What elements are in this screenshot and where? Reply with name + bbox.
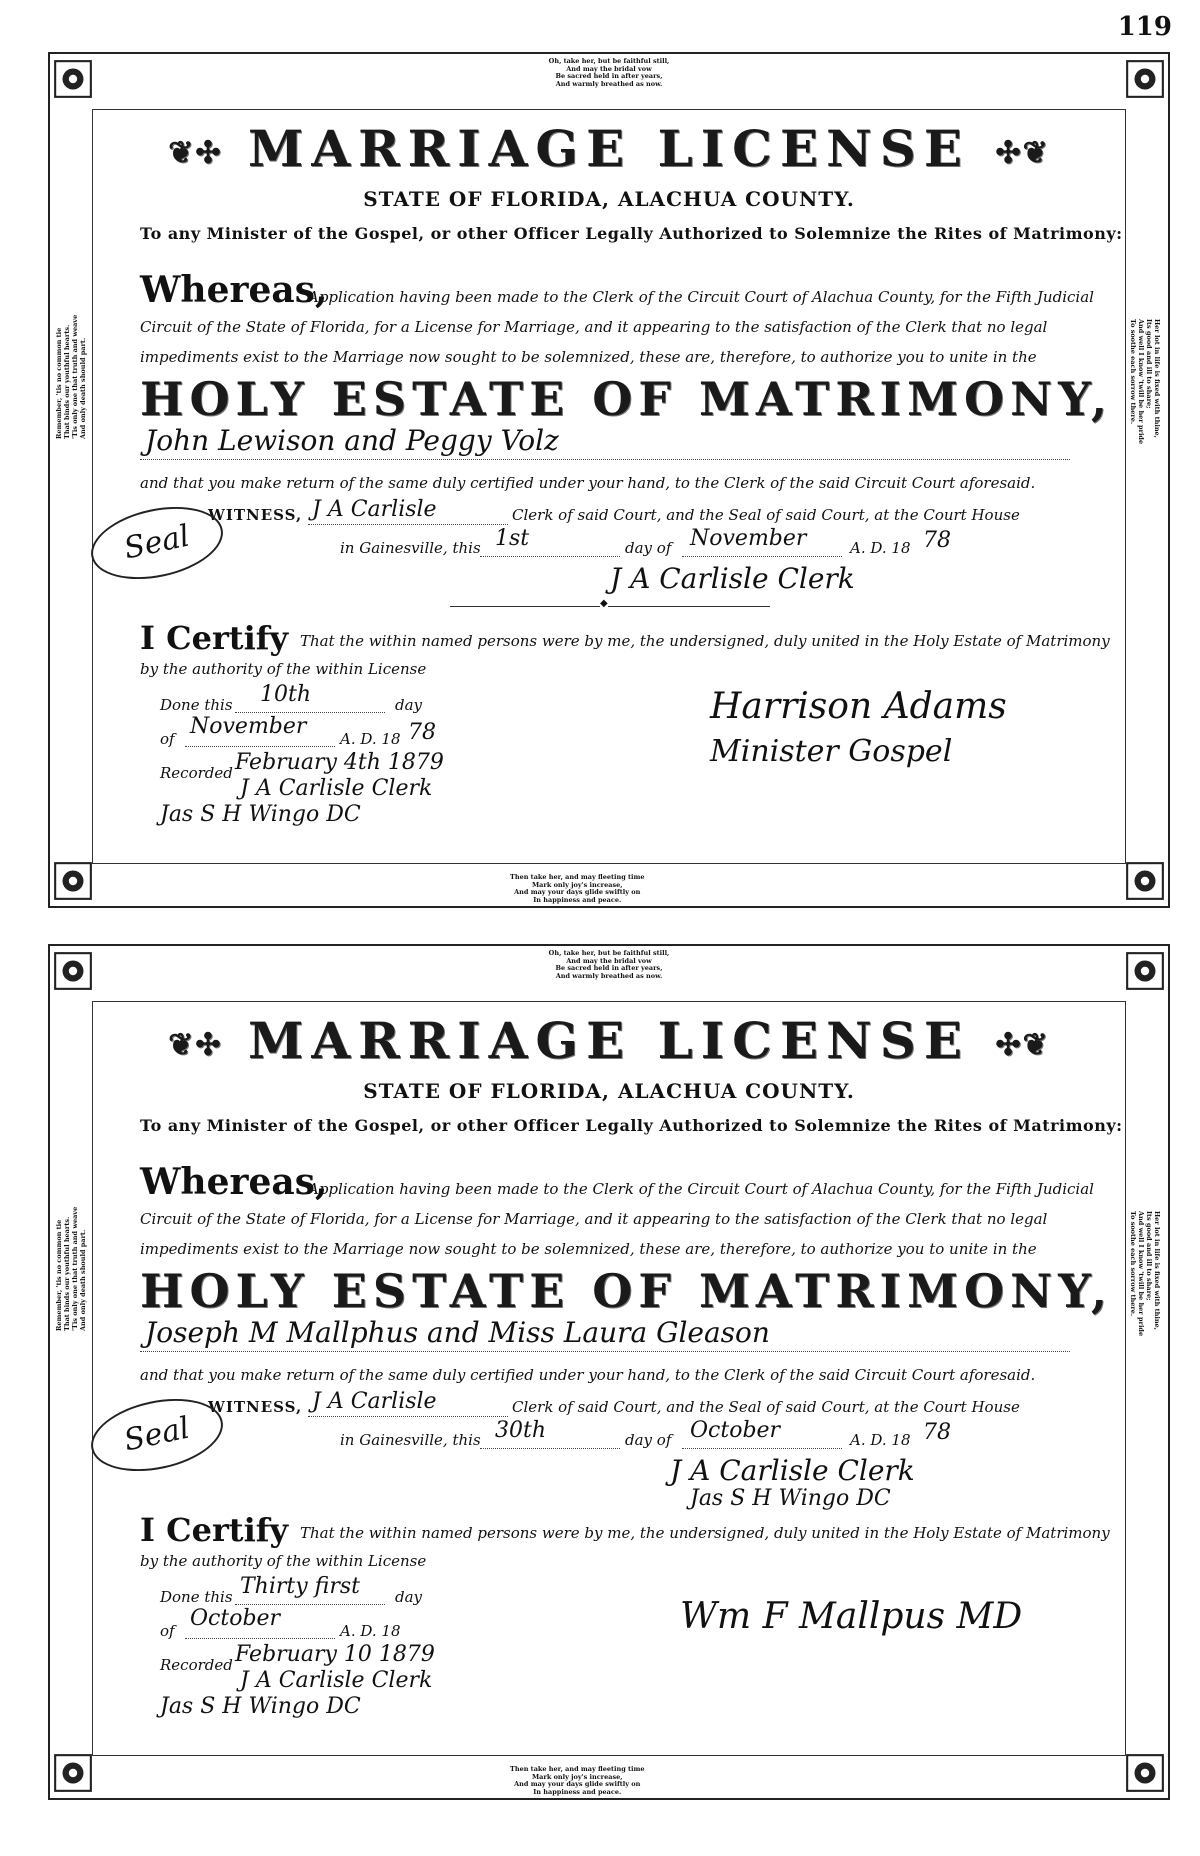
month-line: [682, 1448, 842, 1449]
ornament-right-icon: ✣❦: [995, 135, 1050, 171]
return-text: and that you make return of the same duly certified under your hand, to the Clerk of the said Circuit Court aforesaid.: [140, 474, 1036, 492]
ad-text: A. D. 18: [850, 1431, 911, 1449]
holy-estate-heading: HOLY ESTATE OF MATRIMONY,: [140, 372, 1114, 426]
of-label: of: [160, 1622, 175, 1640]
done-day: Thirty first: [240, 1574, 360, 1599]
day-line: [480, 556, 620, 557]
clerk-signature: J A Carlisle Clerk: [670, 1454, 915, 1487]
license-day: 30th: [495, 1418, 547, 1443]
witness-signature: J A Carlisle: [312, 497, 437, 522]
done-day: 10th: [260, 682, 312, 707]
recorded-deputy: Jas S H Wingo DC: [160, 802, 361, 827]
gainesville-text: in Gainesville, this: [340, 1431, 481, 1449]
license-title: [50, 1011, 1168, 1070]
ornament-corner-icon: [1124, 860, 1166, 902]
day-line: [480, 1448, 620, 1449]
done-month: October: [190, 1606, 281, 1631]
parties-names: Joseph M Mallphus and Miss Laura Gleason: [145, 1316, 770, 1349]
parties-names: John Lewison and Peggy Volz: [145, 424, 559, 457]
minister-signature: Harrison Adams: [710, 686, 1007, 727]
ornament-corner-icon: [1124, 950, 1166, 992]
ornament-left-icon: ❦✣: [168, 1027, 223, 1063]
ornament-corner-icon: [52, 860, 94, 902]
day-of-text: day of: [625, 539, 672, 557]
done-year: 78: [408, 720, 436, 745]
title-text: MARRIAGE LICENSE: [247, 1011, 971, 1070]
side-verse-right: Her lot in life is fixed with thine, Its good and ill to share; And well I know 'twill be her pride To soothe each sorrow there.: [1129, 1211, 1161, 1337]
witness-line: [308, 1416, 508, 1417]
verse-top: Oh, take her, but be faithful still, And may the bridal vow Be sacred held in after years, And warmly breathed as now.: [548, 949, 670, 980]
recorded-deputy: Jas S H Wingo DC: [160, 1694, 361, 1719]
verse-bottom: Then take her, and may fleeting time Mark only joy's increase, And may your days glide swiftly on In happiness and peace.: [510, 1765, 645, 1796]
salutation: To any Minister of the Gospel, or other Officer Legally Authorized to Solemnize the Rites of Matrimony:: [140, 1116, 1123, 1135]
ornament-corner-icon: [52, 950, 94, 992]
whereas-heading: Whereas,: [140, 1161, 328, 1203]
authority-text: by the authority of the within License: [140, 1552, 427, 1570]
day-label: day: [395, 1588, 423, 1606]
certify-text: That the within named persons were by me, the undersigned, duly united in the Holy Estate of Matrimony: [300, 632, 1110, 650]
recorded-date: February 4th 1879: [235, 750, 444, 775]
recorded-by: J A Carlisle Clerk: [240, 1668, 433, 1693]
recorded-label: Recorded: [160, 1656, 233, 1674]
done-month-line: [185, 746, 335, 747]
done-ad-label: A. D. 18: [340, 1622, 401, 1640]
parties-line: [140, 1351, 1070, 1352]
title-text: MARRIAGE LICENSE: [247, 119, 971, 178]
done-month-line: [185, 1638, 335, 1639]
page-number: 119: [1117, 12, 1172, 42]
recorded-by: J A Carlisle Clerk: [240, 776, 433, 801]
witness-label: WITNESS,: [208, 1398, 303, 1416]
clerk-signature: J A Carlisle Clerk: [610, 562, 855, 595]
license-day: 1st: [495, 526, 530, 551]
of-label: of: [160, 730, 175, 748]
ornament-corner-icon: [52, 1752, 94, 1794]
whereas-text: Application having been made to the Clerk of the Circuit Court of Alachua County, for the Fifth Judicial Circuit of the State of Florida, for a License for Marriage, and it appearing to the satisfaction of the Clerk that no legal impediments exist to the Marriage now sought to be solemnized, these are, therefore, to authorize you to unite in the: [140, 288, 1094, 366]
authority-text: by the authority of the within License: [140, 660, 427, 678]
seal: Seal: [84, 1388, 229, 1482]
side-verse-right: Her lot in life is fixed with thine, Its good and ill to share; And well I know 'twill be her pride To soothe each sorrow there.: [1129, 319, 1161, 445]
whereas-heading: Whereas,: [140, 269, 328, 311]
section-divider: [450, 606, 770, 607]
state-heading: STATE OF FLORIDA, ALACHUA COUNTY.: [363, 187, 855, 211]
minister-title: Minister Gospel: [710, 734, 953, 769]
done-month: November: [190, 714, 307, 739]
certify-heading: I Certify: [140, 619, 289, 657]
holy-estate-heading: HOLY ESTATE OF MATRIMONY,: [140, 1264, 1114, 1318]
marriage-license-2: [48, 944, 1170, 1800]
whereas-text: Application having been made to the Clerk of the Circuit Court of Alachua County, for the Fifth Judicial Circuit of the State of Florida, for a License for Marriage, and it appearing to the satisfaction of the Clerk that no legal impediments exist to the Marriage now sought to be solemnized, these are, therefore, to authorize you to unite in the: [140, 1180, 1094, 1258]
done-day-line: [235, 712, 385, 713]
done-this-label: Done this: [160, 1588, 233, 1606]
side-verse-left: Remember, 'tis no common tie That binds our youthful hearts. 'Tis only one that truth and weave And only death should part.: [55, 1206, 87, 1331]
verse-top: Oh, take her, but be faithful still, And may the bridal vow Be sacred held in after years, And warmly breathed as now.: [548, 57, 670, 88]
certify-heading: I Certify: [140, 1511, 289, 1549]
license-month: October: [690, 1418, 781, 1443]
minister-signature: Wm F Mallpus MD: [680, 1596, 1023, 1637]
witness-text: Clerk of said Court, and the Seal of said Court, at the Court House: [512, 1398, 1020, 1416]
license-year: 78: [923, 528, 951, 553]
recorded-date: February 10 1879: [235, 1642, 435, 1667]
witness-line: [308, 524, 508, 525]
witness-label: WITNESS,: [208, 506, 303, 524]
salutation: To any Minister of the Gospel, or other Officer Legally Authorized to Solemnize the Rites of Matrimony:: [140, 224, 1123, 243]
clerk-deputy-signature: Jas S H Wingo DC: [690, 1486, 891, 1511]
ornament-right-icon: ✣❦: [995, 1027, 1050, 1063]
ornament-corner-icon: [1124, 58, 1166, 100]
done-this-label: Done this: [160, 696, 233, 714]
ornament-corner-icon: [1124, 1752, 1166, 1794]
verse-bottom: Then take her, and may fleeting time Mark only joy's increase, And may your days glide swiftly on In happiness and peace.: [510, 873, 645, 904]
side-verse-left: Remember, 'tis no common tie That binds our youthful hearts. 'Tis only one that truth and weave And only death should part.: [55, 314, 87, 439]
day-label: day: [395, 696, 423, 714]
gainesville-text: in Gainesville, this: [340, 539, 481, 557]
parties-line: [140, 459, 1070, 460]
return-text: and that you make return of the same duly certified under your hand, to the Clerk of the said Circuit Court aforesaid.: [140, 1366, 1036, 1384]
certify-text: That the within named persons were by me, the undersigned, duly united in the Holy Estate of Matrimony: [300, 1524, 1110, 1542]
state-heading: STATE OF FLORIDA, ALACHUA COUNTY.: [363, 1079, 855, 1103]
recorded-label: Recorded: [160, 764, 233, 782]
month-line: [682, 556, 842, 557]
seal: Seal: [84, 496, 229, 590]
day-of-text: day of: [625, 1431, 672, 1449]
witness-signature: J A Carlisle: [312, 1389, 437, 1414]
done-day-line: [235, 1604, 385, 1605]
ornament-corner-icon: [52, 58, 94, 100]
done-ad-label: A. D. 18: [340, 730, 401, 748]
witness-text: Clerk of said Court, and the Seal of said Court, at the Court House: [512, 506, 1020, 524]
ornament-left-icon: ❦✣: [168, 135, 223, 171]
license-year: 78: [923, 1420, 951, 1445]
license-title: [50, 119, 1168, 178]
ad-text: A. D. 18: [850, 539, 911, 557]
marriage-license-1: [48, 52, 1170, 908]
license-month: November: [690, 526, 807, 551]
